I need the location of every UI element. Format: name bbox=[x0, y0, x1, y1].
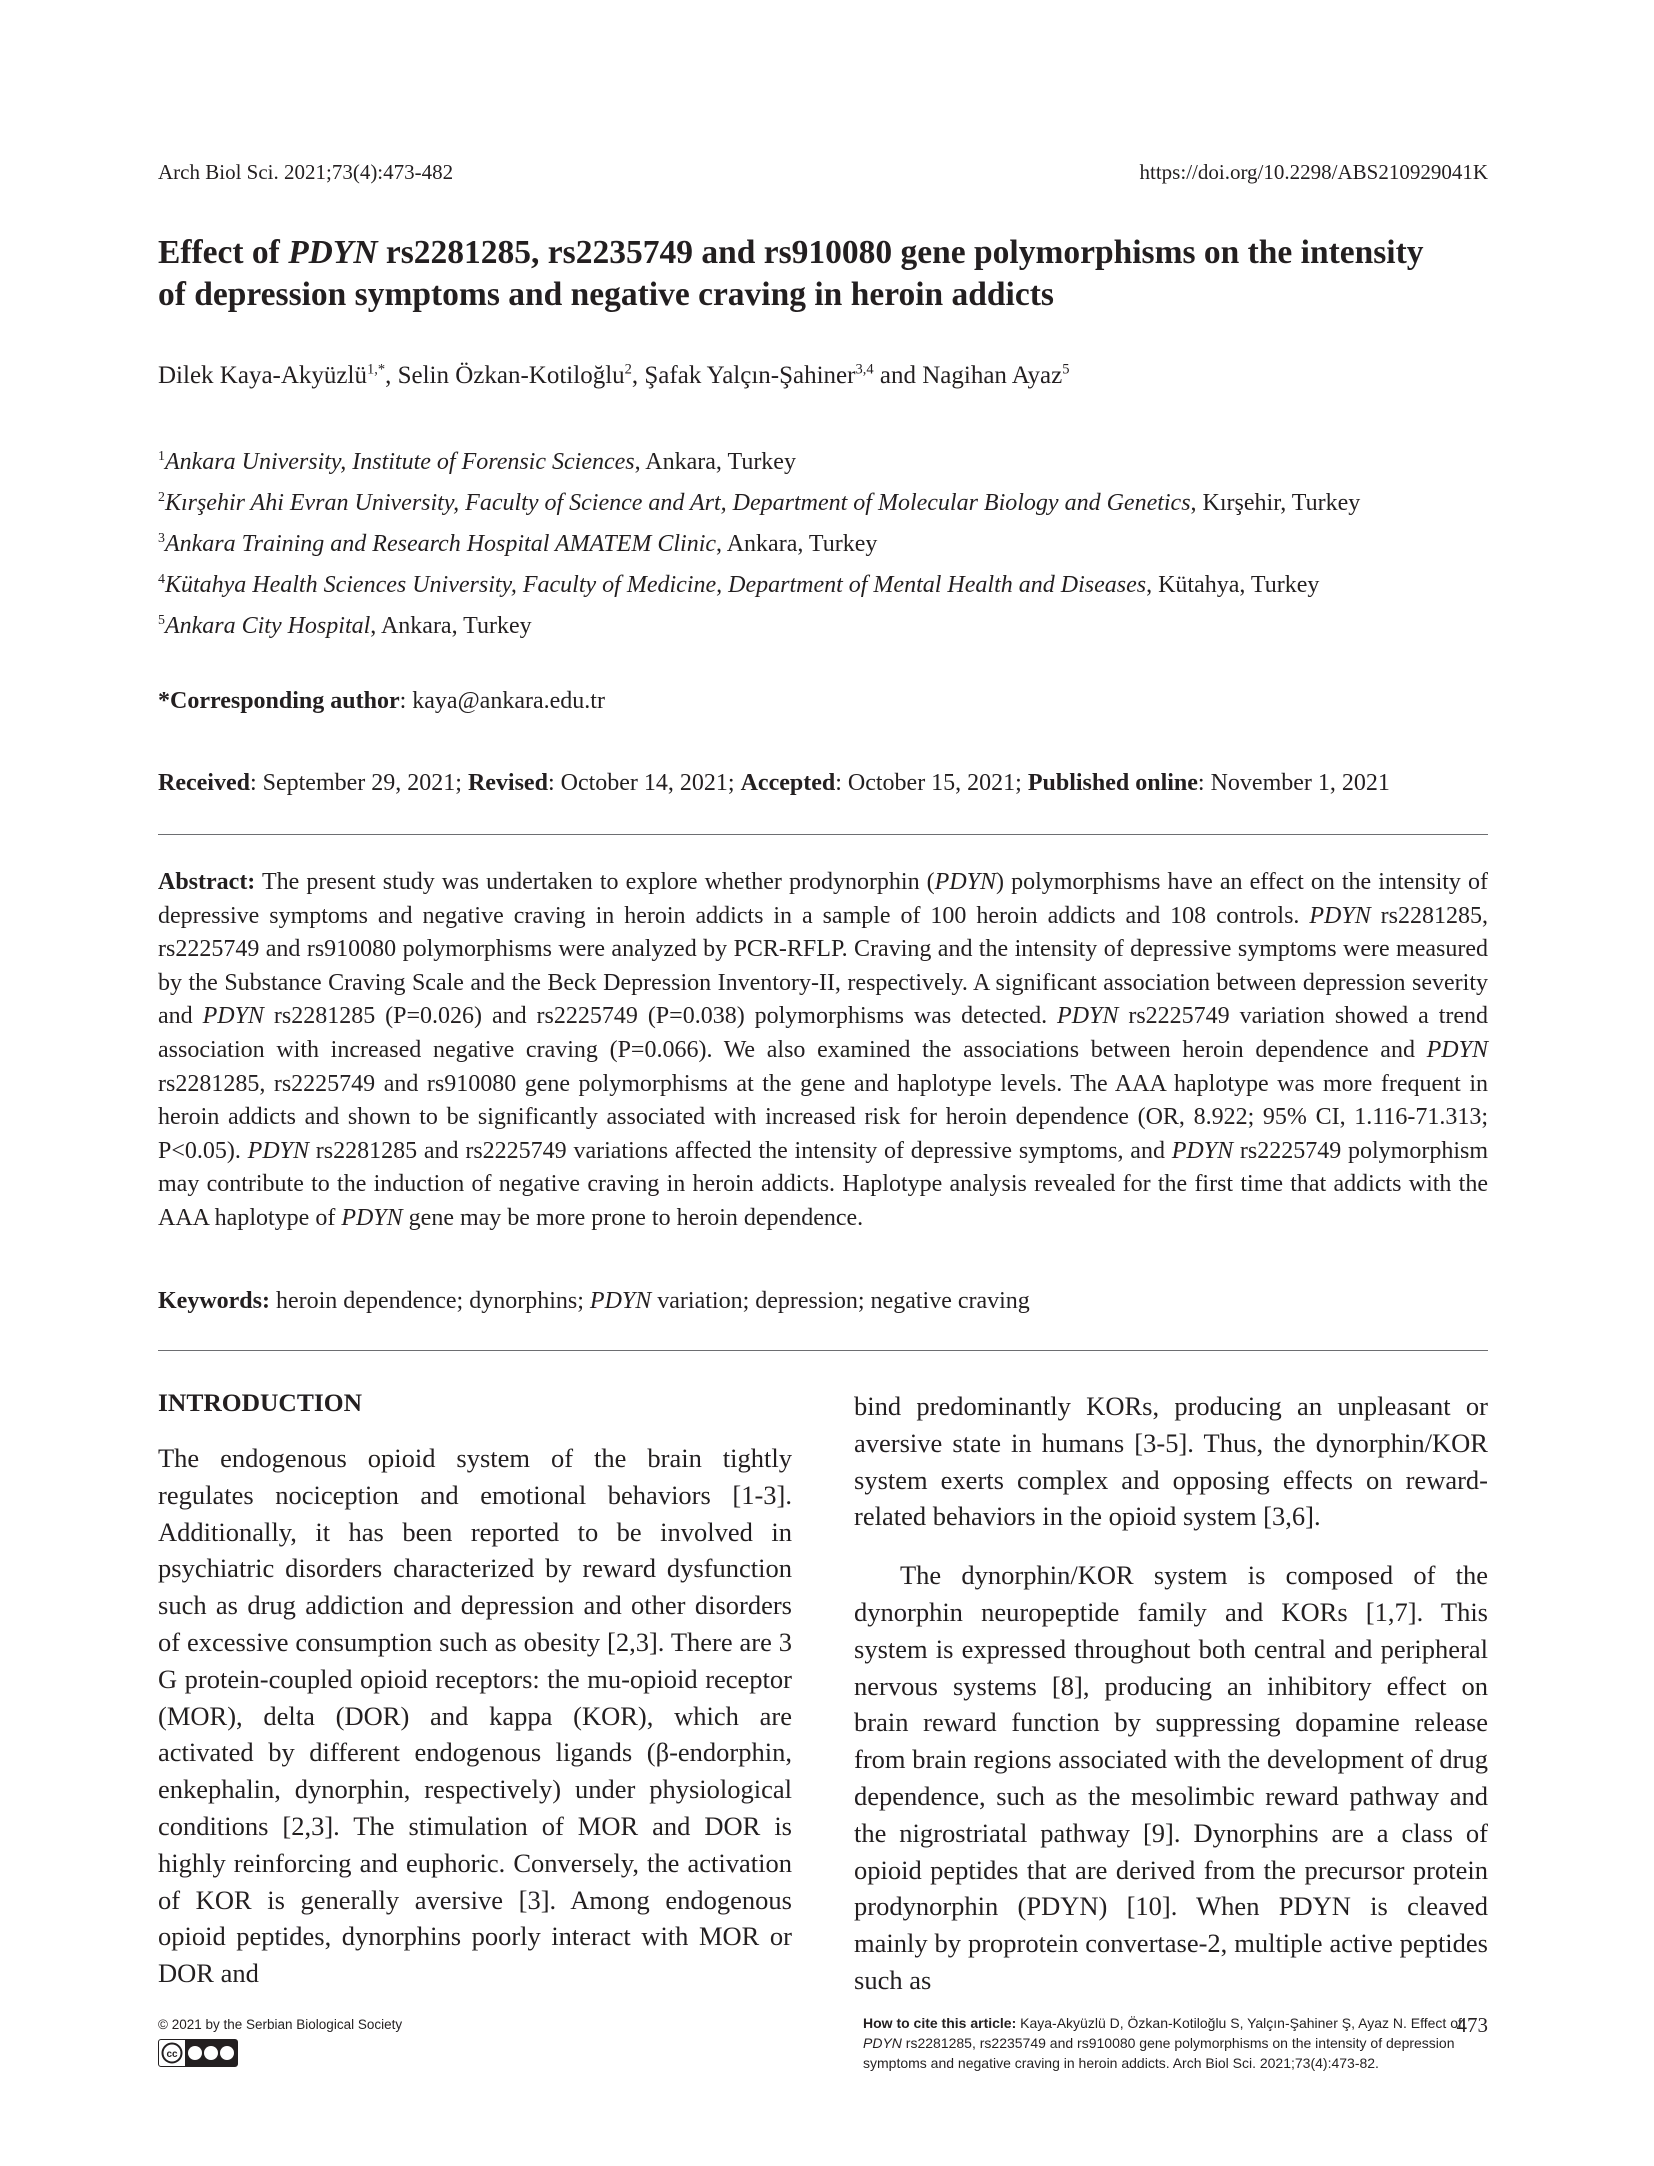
cite-label: How to cite this article: bbox=[863, 2015, 1017, 2031]
affiliation-item: $^1$Ankara University, Institute of Forensic Sciences, Ankara, Turkey bbox=[158, 449, 796, 475]
body-paragraph: bind predominantly KORs, producing an unpleasant or aversive state in humans [3-5]. Thus, the dynorphin/KOR system exerts complex and opposing effects on reward-related behaviors in the opioid system [3,6]. bbox=[854, 1391, 1488, 1532]
body-paragraph: The dynorphin/KOR system is composed of the dynorphin neuropeptide family and KORs [1,7]. This system is expressed throughout both central and peripheral nervous systems [8], producing an inhibitory effect on brain reward function by suppressing dopamine release from brain regions associated with the development of drug dependence, such as the mesolimbic reward pathway and the nigrostriatal pathway [9]. Dynorphins are a class of opioid peptides that are derived from the precursor protein prodynorphin (PDYN) [10]. When PDYN is cleaved mainly by proprotein convertase-2, multiple active peptides such as bbox=[854, 1560, 1488, 1995]
affiliation-item: $^5$Ankara City Hospital, Ankara, Turkey bbox=[158, 613, 532, 639]
divider-bottom bbox=[158, 1350, 1488, 1351]
by-icon bbox=[188, 2046, 202, 2060]
section-heading-introduction: INTRODUCTION bbox=[158, 1388, 363, 1417]
journal-reference: Arch Biol Sci. 2021;73(4):473-482 bbox=[158, 160, 454, 184]
author-list: Dilek Kaya-Akyüzlü$^{1,*}$, Selin Özkan-Kotiloğlu$^2$, Şafak Yalçın-Şahiner$^{3,4}$ and Nagihan Ayaz$^5$ bbox=[158, 361, 1070, 389]
abstract-label: Abstract: bbox=[158, 869, 256, 895]
title-gene: PDYN bbox=[288, 234, 378, 271]
author-name: Nagihan Ayaz bbox=[922, 362, 1063, 389]
author-affil-sup: 3,4 bbox=[855, 361, 874, 378]
author-name: Selin Özkan-Kotiloğlu bbox=[397, 362, 625, 389]
keywords-label: Keywords: bbox=[158, 1288, 270, 1314]
abstract: Abstract: The present study was undertaken to explore whether prodynorphin (PDYN) polymorphisms have an effect on the intensity of depressive symptoms and negative craving in heroin addicts in a sample of 100 heroin addicts and 108 controls. PDYN rs2281285, rs2225749 and rs910080 polymorphisms were analyzed by PCR-RFLP. Craving and the intensity of depressive symptoms were measured by the Substance Craving Scale and the Beck Depression Inventory-II, respectively. A significant association between depression severity and PDYN rs2281285 (P=0.026) and rs2225749 (P=0.038) polymorphisms was detected. PDYN rs2225749 variation showed a trend association with increased negative craving (P=0.066). We also examined the associations between heroin dependence and PDYN rs2281285, rs2225749 and rs910080 gene polymorphisms at the gene and haplotype levels. The AAA haplotype was more frequent in heroin addicts and shown to be significantly associated with increased risk for heroin dependence (OR, 8.922; 95% CI, 1.116-71.313; P<0.05). PDYN rs2281285 and rs2225749 variations affected the intensity of depressive symptoms, and PDYN rs2225749 polymorphism may contribute to the induction of negative craving in heroin addicts. Haplotype analysis revealed for the first time that addicts with the AAA haplotype of PDYN gene may be more prone to heroin dependence. bbox=[158, 869, 1489, 1231]
author-affil-sup: 2 bbox=[624, 361, 632, 378]
nc-icon bbox=[204, 2046, 218, 2060]
how-to-cite: How to cite this article: Kaya-Akyüzlü D, Özkan-Kotiloğlu S, Yalçın-Şahiner Ş, Ayaz N. Effect of PDYN rs2281285, rs2235749 and rs910080 gene polymorphisms on the intensity of depression symptoms and negative craving in heroin addicts. Arch Biol Sci. 2021;73(4):473-82. bbox=[863, 2015, 1462, 2071]
body-paragraph: The endogenous opioid system of the brain tightly regulates nociception and emotional behaviors [1-3]. Additionally, it has been reported to be involved in psychiatric disorders characterized by reward dysfunction such as drug addiction and depression and other disorders of excessive consumption such as obesity [2,3]. There are 3 G protein-coupled opioid receptors: the mu-opioid receptor (MOR), delta (DOR) and kappa (KOR), which are activated by different endogenous ligands (β-endorphin, enkephalin, dynorphin, respectively) under physiological conditions [2,3]. The stimulation of MOR and DOR is highly reinforcing and euphoric. Conversely, the activation of KOR is generally aversive [3]. Among endogenous opioid peptides, dynorphins poorly interact with MOR or DOR and bbox=[158, 1443, 792, 1989]
title-line2: of depression symptoms and negative craving in heroin addicts bbox=[158, 276, 1054, 313]
publication-dates: Received: September 29, 2021; Revised: October 14, 2021; Accepted: October 15, 2021; Published online: November 1, 2021 bbox=[158, 770, 1390, 796]
body-column-left bbox=[158, 1388, 792, 1992]
affiliation-item: $^2$Kırşehir Ahi Evran University, Faculty of Science and Art, Department of Molecular Biology and Genetics, Kırşehir, Turkey bbox=[158, 490, 1361, 516]
keywords: Keywords: heroin dependence; dynorphins; PDYN variation; depression; negative craving bbox=[158, 1288, 1030, 1314]
author-affil-sup: 1,* bbox=[366, 361, 386, 378]
doi-link[interactable]: https://doi.org/10.2298/ABS210929041K bbox=[1139, 160, 1488, 184]
affiliations bbox=[158, 442, 1360, 647]
divider-top bbox=[158, 834, 1488, 835]
corresponding-label: *Corresponding author bbox=[158, 688, 400, 714]
corresponding-author bbox=[158, 688, 605, 715]
svg-text:cc: cc bbox=[166, 2049, 178, 2060]
title-line1-rest: rs2281285, rs2235749 and rs910080 gene polymorphisms on the intensity bbox=[377, 234, 1424, 271]
article-title bbox=[158, 232, 1498, 316]
author-name: Dilek Kaya-Akyüzlü bbox=[158, 362, 367, 389]
cc-logo-icon bbox=[159, 2040, 185, 2066]
affiliation-item: $^3$Ankara Training and Research Hospital AMATEM Clinic, Ankara, Turkey bbox=[158, 531, 878, 557]
copyright-notice: © 2021 by the Serbian Biological Society bbox=[158, 2017, 403, 2032]
author-affil-sup: 5 bbox=[1062, 361, 1070, 378]
cc-license-icon[interactable] bbox=[158, 2039, 238, 2067]
affiliation-item: $^4$Kütahya Health Sciences University, Faculty of Medicine, Department of Mental Health and Diseases, Kütahya, Turkey bbox=[158, 572, 1320, 598]
page-number: 473 bbox=[1456, 2013, 1488, 2037]
nd-icon bbox=[220, 2046, 234, 2060]
cc-terms-icons bbox=[185, 2040, 237, 2066]
author-name: Şafak Yalçın-Şahiner bbox=[644, 362, 856, 389]
body-column-right bbox=[854, 1388, 1488, 1999]
title-prefix: Effect of bbox=[158, 234, 289, 271]
corresponding-email[interactable]: : kaya@ankara.edu.tr bbox=[399, 688, 605, 714]
